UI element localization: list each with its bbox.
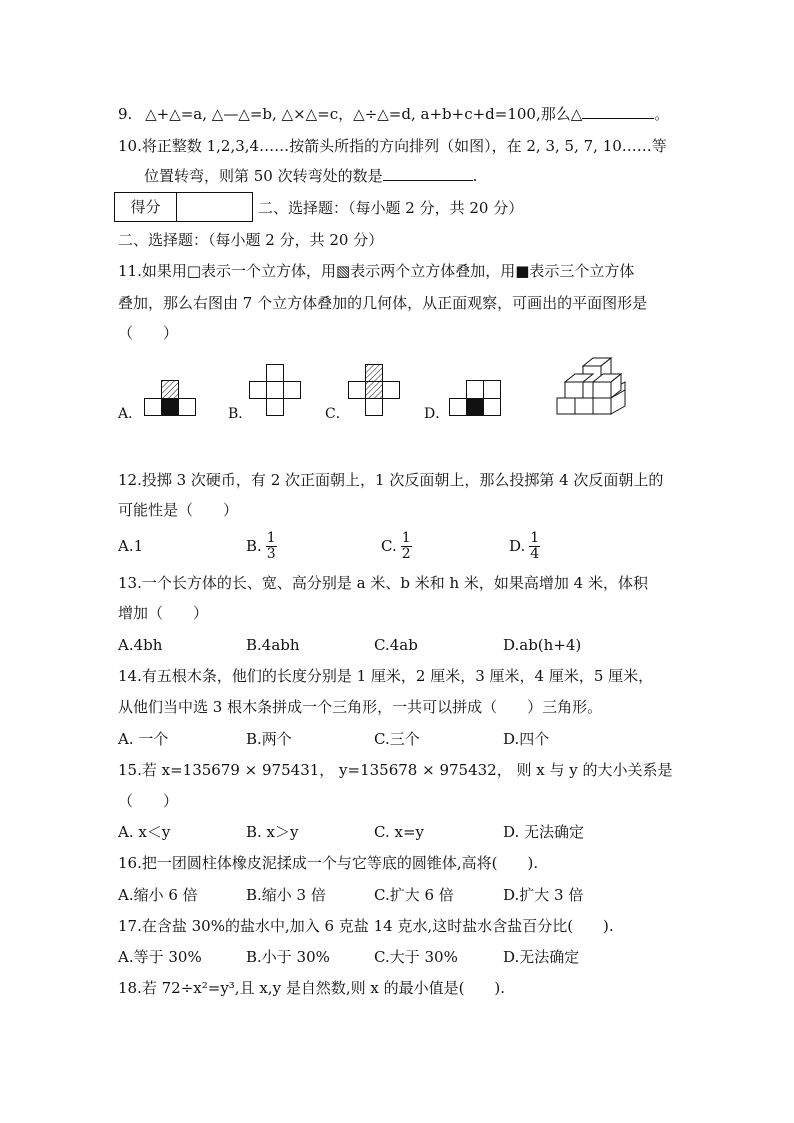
q16-option-c[interactable]: C.扩大 6 倍 [374,886,454,904]
q17-option-a[interactable]: A.等于 30% [118,948,202,966]
score-label: 得分 [115,193,177,221]
section-header: 二、选择题：（每小题 2 分，共 20 分） [118,231,384,249]
q17-option-c[interactable]: C.大于 30% [374,948,458,966]
q11-option-c-figure[interactable] [347,363,403,419]
question-18-line1: 18.若 72÷x²=y³,且 x,y 是自然数,则 x 的最小值是( ). [118,979,506,997]
q9-number: 9. [118,105,133,123]
q17-option-d[interactable]: D.无法确定 [503,948,580,966]
q10-end: . [472,167,478,185]
question-11-line2: 叠加，那么右图由 7 个立方体叠加的几何体，从正面观察，可画出的平面图形是 [118,294,648,312]
q12-option-c[interactable] [381,524,412,568]
q16-option-b[interactable]: B.缩小 3 倍 [246,886,326,904]
question-10-line1: 10.将正整数 1,2,3,4……按箭头所指的方向排列（如图），在 2, 3, 5, 7, 10……等 [118,137,667,155]
q9-answer-blank[interactable] [582,104,654,119]
question-14-line1: 14.有五根木条，他们的长度分别是 1 厘米，2 厘米，3 厘米，4 厘米，5 厘米， [118,667,654,685]
q11-option-a-figure[interactable] [143,378,199,418]
q9-end: 。 [654,105,670,123]
q11-option-d-label[interactable]: D． [424,406,450,422]
q11-option-c-label[interactable]: C． [325,406,350,422]
q12-option-c-fraction [401,531,412,562]
q12-option-d-fraction [529,531,540,562]
question-14-line2: 从他们当中选 3 根木条拼成一个三角形，一共可以拼成（ ）三角形。 [118,698,603,716]
q11-option-b-label[interactable]: B． [228,406,253,422]
question-13-line1: 13.一个长方体的长、宽、高分别是 a 米、b 米和 h 米，如果高增加 4 米，体积 [118,574,648,592]
q15-option-a[interactable]: A. x＜y [118,823,171,841]
q12-option-b-label: B. [246,537,262,555]
question-13-line2: 增加（ ） [118,604,209,622]
q12-option-b-fraction [266,531,277,562]
q12-b-denominator: 3 [266,545,276,562]
score-value-field[interactable] [177,193,252,221]
question-15-line2: （ ） [118,792,179,810]
q16-option-a[interactable]: A.缩小 6 倍 [118,886,198,904]
q12-option-d-label: D. [509,537,526,555]
q11-option-d-figure[interactable] [448,378,504,418]
question-16-line1: 16.把一团圆柱体橡皮泥揉成一个与它等底的圆锥体,高将( ). [118,854,539,872]
section-header-inline: 二、选择题：（每小题 2 分，共 20 分） [258,199,524,217]
score-box [114,192,253,222]
question-12-line2: 可能性是（ ） [118,501,239,519]
q14-option-a[interactable]: A. 一个 [118,730,169,748]
question-11-paren: （ ） [118,324,179,342]
q16-option-d[interactable]: D.扩大 3 倍 [503,886,584,904]
q17-option-b[interactable]: B.小于 30% [246,948,330,966]
q15-option-c[interactable]: C. x=y [374,823,424,841]
q14-option-d[interactable]: D.四个 [503,730,550,748]
question-10-line2 [144,166,477,186]
question-17-line1: 17.在含盐 30%的盐水中,加入 6 克盐 14 克水,这时盐水含盐百分比( ). [118,917,614,935]
q12-d-denominator: 4 [530,545,540,562]
q15-option-b[interactable]: B. x＞y [246,823,299,841]
question-11-line1: 11.如果用□表示一个立方体，用▧表示两个立方体叠加，用■表示三个立方体 [118,262,635,280]
question-9 [118,104,669,124]
q9-text: △+△=a, △—△=b, △×△=c，△÷△=d, a+b+c+d=100,那么△ [145,105,583,123]
q13-option-b[interactable]: B.4abh [246,636,300,654]
q12-d-numerator: 1 [530,529,540,546]
cube-stack-figure [555,352,629,416]
q10-answer-blank[interactable] [383,166,473,181]
q15-option-d[interactable]: D. 无法确定 [503,823,585,841]
q13-option-d[interactable]: D.ab(h+4) [503,636,582,654]
q12-option-d[interactable] [509,524,540,568]
q13-option-c[interactable]: C.4ab [374,636,418,654]
q12-option-c-label: C. [381,537,397,555]
q12-b-numerator: 1 [266,529,276,546]
q14-option-c[interactable]: C.三个 [374,730,420,748]
q11-option-a-label[interactable]: A． [118,406,143,422]
question-12-line1: 12.投掷 3 次硬币，有 2 次正面朝上，1 次反面朝上，那么投掷第 4 次反面朝上的 [118,471,664,489]
q13-option-a[interactable]: A.4bh [118,636,163,654]
q12-option-b[interactable] [246,524,277,568]
q11-option-b-figure[interactable] [248,363,304,419]
q14-option-b[interactable]: B.两个 [246,730,292,748]
q12-c-denominator: 2 [401,545,411,562]
q12-c-numerator: 1 [401,529,411,546]
q10-text: 位置转弯，则第 50 次转弯处的数是 [144,167,383,185]
question-15-line1: 15.若 x=135679 × 975431， y=135678 × 975432， 则 x 与 y 的大小关系是 [118,761,673,779]
q12-option-a[interactable]: A.1 [118,537,144,555]
